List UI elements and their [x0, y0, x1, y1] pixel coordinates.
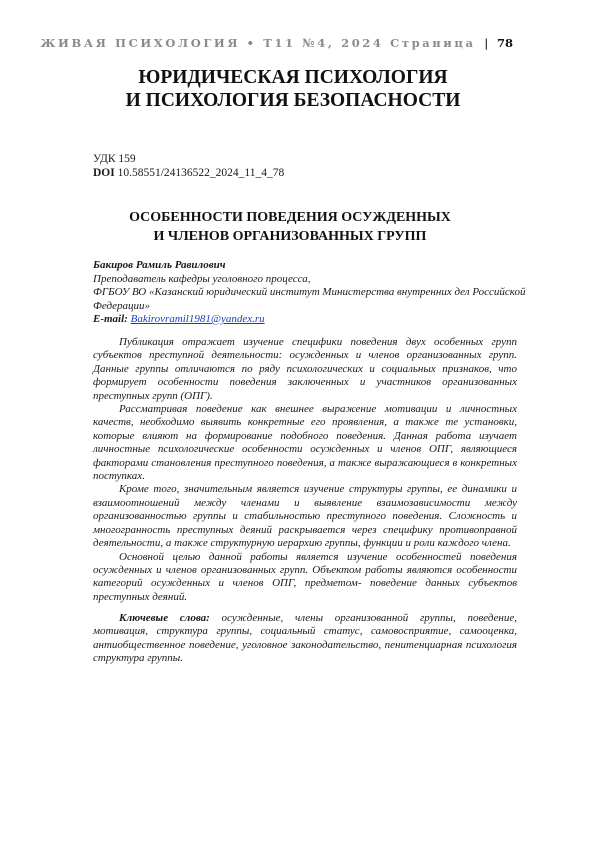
udk-code: УДК 159 — [93, 153, 136, 165]
article-metadata — [93, 152, 284, 180]
keywords-text: осужденные, члены организованной группы, поведение, мотивация, структура группы, социальный статус, самовосприятие, самооценка, антиобщественное поведение, уголовное законодательство, пенитенциарная психология структура группы. — [93, 612, 518, 665]
email-link[interactable]: Bakirovramil1981@yandex.ru — [130, 313, 265, 325]
running-header — [40, 36, 513, 50]
email-label: E-mail: — [93, 313, 128, 325]
author-affiliation: ФГБОУ ВО «Казанский юридический институт Министерства внутренних дел Российской Федерации» — [93, 286, 526, 312]
section-heading-line1: ЮРИДИЧЕСКАЯ ПСИХОЛОГИЯ — [138, 67, 448, 88]
abstract-paragraph: Публикация отражает изучение специфики поведения двух особенных групп субъектов преступной деятельности: осужденных и членов организованных групп. Данные группы отличаются по ряду психологических и социальных признаков, что формирует особенности поведения заключенных и участников организованных преступных групп (ОПГ). — [93, 336, 517, 402]
article-title-line1: ОСОБЕННОСТИ ПОВЕДЕНИЯ ОСУЖДЕННЫХ — [129, 210, 451, 225]
doi-label: DOI — [93, 167, 115, 179]
section-heading — [0, 66, 586, 112]
doi-line — [93, 166, 284, 180]
page-number: 78 — [496, 36, 513, 50]
abstract-paragraph: Рассматривая поведение как внешнее выражение мотивации и личностных качеств, необходимо выявить конкретные его проявления, а также те установки, которые влияют на формирование подобного поведения. Данная работа изучает личностные психологические особенности осужденных и членов ОПГ, являющиеся факторами становления преступного поведения, а также выражающиеся в конкретных поступках. — [93, 403, 517, 483]
section-heading-line2: И ПСИХОЛОГИЯ БЕЗОПАСНОСТИ — [125, 90, 461, 111]
author-email-line — [93, 313, 533, 327]
keywords-label: Ключевые слова: — [119, 612, 210, 624]
journal-name: ЖИВАЯ ПСИХОЛОГИЯ • Т11 №4, 2024 Страница — [40, 36, 476, 50]
article-title — [0, 208, 580, 246]
abstract — [93, 336, 517, 604]
keywords — [93, 612, 517, 666]
author-info — [93, 259, 533, 327]
abstract-paragraph: Кроме того, значительным является изучение структуры группы, ее динамики и взаимоотношений между членами и выявление взаимозависимости между организованностью группы и стабильностью преступного поведения. Сложность и многогранность преступных деяний раскрывается через специфику противоправной деятельности, а также структурную иерархию группы, функции и роли каждого члена. — [93, 483, 517, 550]
doi-value: 10.58551/24136522_2024_11_4_78 — [117, 167, 285, 179]
header-separator: | — [484, 36, 489, 50]
article-title-line2: И ЧЛЕНОВ ОРГАНИЗОВАННЫХ ГРУПП — [153, 229, 427, 244]
author-position: Преподаватель кафедры уголовного процесса, — [93, 272, 311, 285]
author-name: Бакиров Рамиль Равилович — [93, 259, 226, 271]
abstract-paragraph: Основной целью данной работы является изучение особенностей поведения осужденных и членов организованных групп. Объектом работы являются особенности категорий осужденных и членов ОПГ, предметом- поведение данных субъектов преступных деяний. — [93, 550, 517, 603]
